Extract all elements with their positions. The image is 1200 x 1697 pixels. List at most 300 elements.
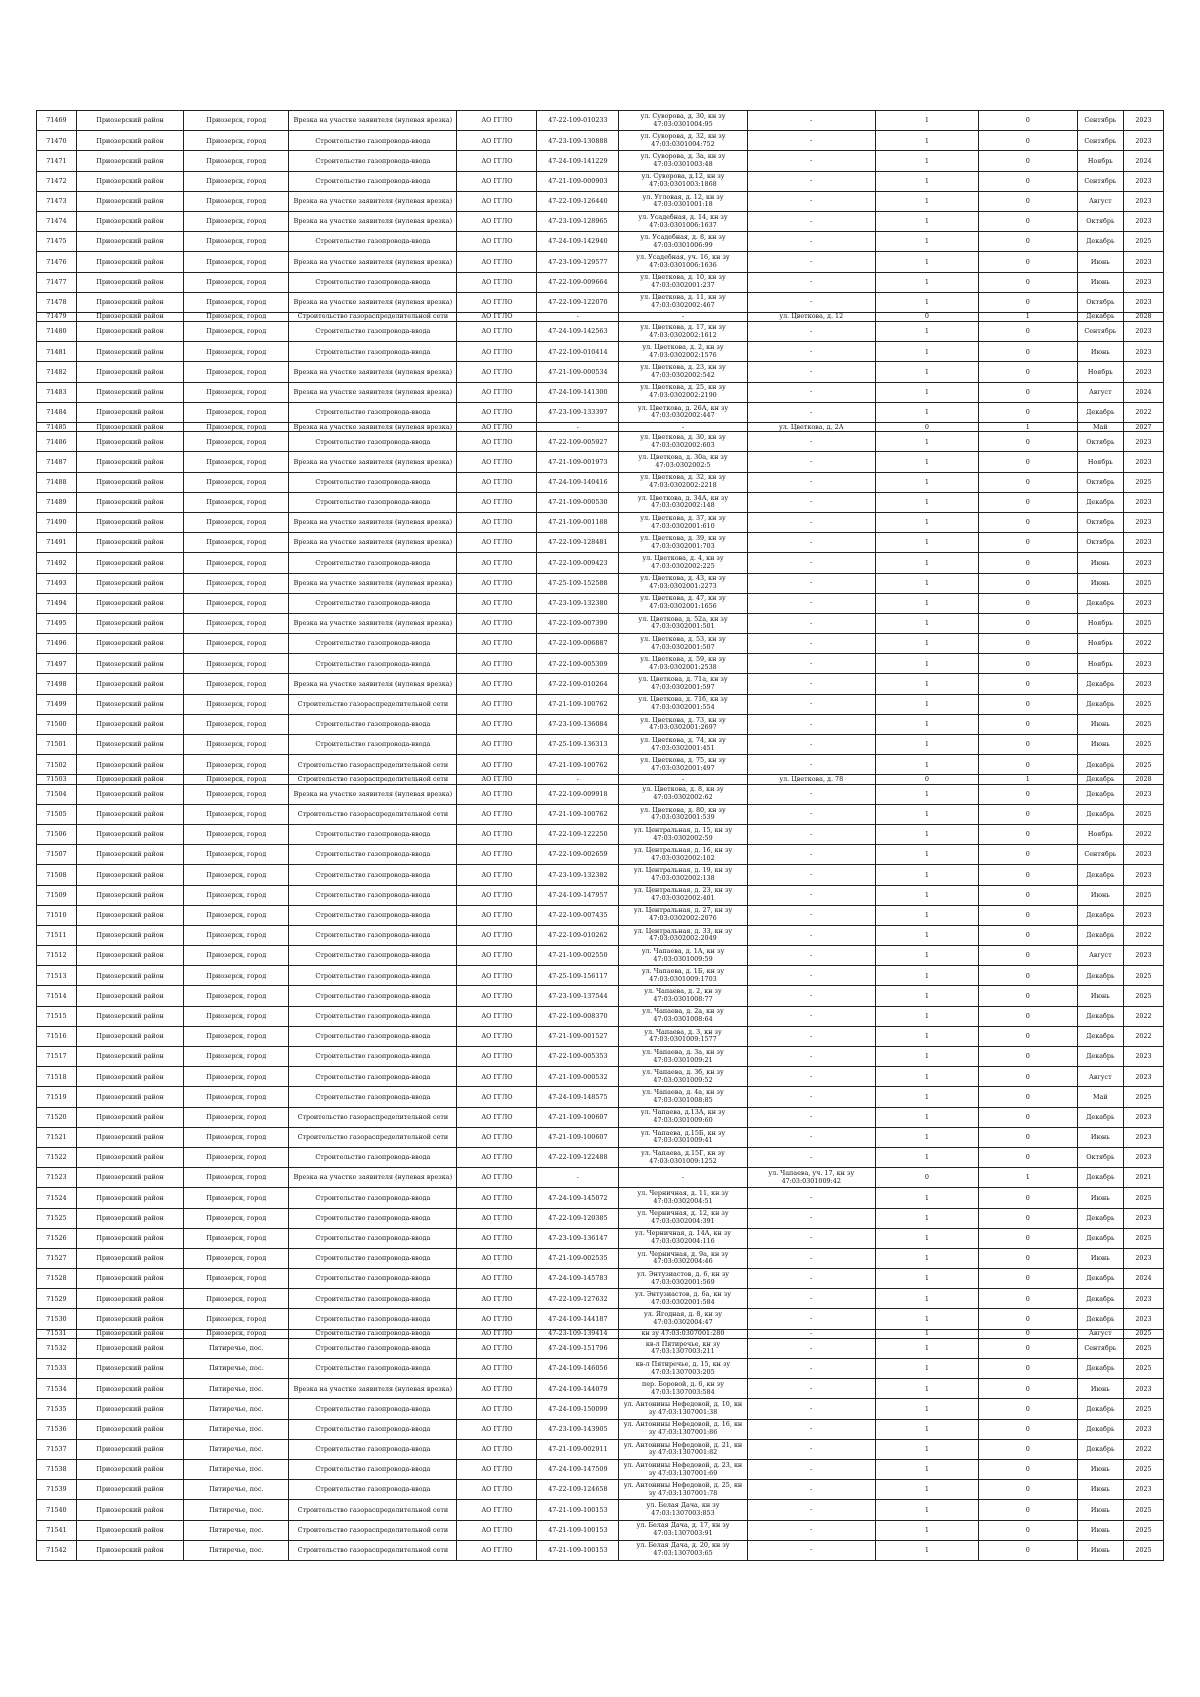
cadastral-address-cell: ул. Цветкова, д. 71б, кн зу 47:03:0302001:554: [619, 694, 747, 714]
settlement-cell: Приозерск, город: [184, 654, 289, 674]
year-cell: 2023: [1123, 111, 1163, 131]
application-number-cell: 47-23-109-136084: [537, 714, 619, 734]
year-cell: 2025: [1123, 735, 1163, 755]
settlement-cell: Пятиречье, пос.: [184, 1419, 289, 1439]
month-cell: Октябрь: [1077, 432, 1123, 452]
year-cell: 2023: [1123, 342, 1163, 362]
work-type-cell: Строительство газопровода-ввода: [289, 171, 457, 191]
district-cell: Приозерский район: [76, 382, 183, 402]
row-number: 71474: [37, 211, 77, 231]
month-cell: Декабрь: [1077, 1208, 1123, 1228]
row-number: 71470: [37, 131, 77, 151]
month-cell: Сентябрь: [1077, 131, 1123, 151]
count-a-cell: 1: [875, 382, 978, 402]
settlement-cell: Приозерск, город: [184, 905, 289, 925]
object-address-cell: -: [747, 1047, 875, 1067]
month-cell: Декабрь: [1077, 312, 1123, 321]
application-number-cell: 47-23-109-132382: [537, 865, 619, 885]
row-number: 71509: [37, 885, 77, 905]
settlement-cell: Приозерск, город: [184, 272, 289, 292]
application-number-cell: 47-23-109-133397: [537, 402, 619, 422]
cadastral-address-cell: кв-л Пятиречье, кн зу 47:03:1307003:211: [619, 1338, 747, 1358]
month-cell: Июнь: [1077, 1127, 1123, 1147]
district-cell: Приозерский район: [76, 804, 183, 824]
organization-cell: АО ГГЛО: [457, 452, 537, 472]
cadastral-address-cell: ул. Цветкова, д. 2, кн зу 47:03:0302002:1576: [619, 342, 747, 362]
district-cell: Приозерский район: [76, 512, 183, 532]
organization-cell: АО ГГЛО: [457, 292, 537, 312]
settlement-cell: Приозерск, город: [184, 211, 289, 231]
application-number-cell: 47-22-109-124658: [537, 1480, 619, 1500]
district-cell: Приозерский район: [76, 1188, 183, 1208]
organization-cell: АО ГГЛО: [457, 885, 537, 905]
work-type-cell: Врезка на участке заявителя (нулевая врезка): [289, 211, 457, 231]
settlement-cell: Пятиречье, пос.: [184, 1379, 289, 1399]
district-cell: Приозерский район: [76, 1480, 183, 1500]
work-type-cell: Врезка на участке заявителя (нулевая врезка): [289, 1379, 457, 1399]
row-number: 71537: [37, 1439, 77, 1459]
settlement-cell: Приозерск, город: [184, 1087, 289, 1107]
month-cell: Декабрь: [1077, 865, 1123, 885]
row-number: 71506: [37, 824, 77, 844]
application-number-cell: 47-25-109-136313: [537, 735, 619, 755]
table-row: [37, 845, 1164, 865]
table-row: [37, 111, 1164, 131]
organization-cell: АО ГГЛО: [457, 1067, 537, 1087]
district-cell: Приозерский район: [76, 402, 183, 422]
year-cell: 2023: [1123, 432, 1163, 452]
month-cell: Октябрь: [1077, 1147, 1123, 1167]
year-cell: 2021: [1123, 1168, 1163, 1188]
count-b-cell: 1: [978, 312, 1077, 321]
row-number: 71492: [37, 553, 77, 573]
application-number-cell: 47-22-109-006887: [537, 634, 619, 654]
work-type-cell: Строительство газопровода-ввода: [289, 1228, 457, 1248]
count-a-cell: 1: [875, 553, 978, 573]
count-b-cell: 0: [978, 986, 1077, 1006]
organization-cell: АО ГГЛО: [457, 905, 537, 925]
settlement-cell: Приозерск, город: [184, 312, 289, 321]
district-cell: Приозерский район: [76, 533, 183, 553]
year-cell: 2023: [1123, 1107, 1163, 1127]
settlement-cell: Приозерск, город: [184, 1269, 289, 1289]
count-b-cell: 0: [978, 634, 1077, 654]
settlement-cell: Приозерск, город: [184, 1168, 289, 1188]
object-address-cell: -: [747, 905, 875, 925]
row-number: 71521: [37, 1127, 77, 1147]
application-number-cell: 47-21-109-100762: [537, 804, 619, 824]
object-address-cell: -: [747, 1309, 875, 1329]
count-b-cell: 0: [978, 694, 1077, 714]
cadastral-address-cell: ул. Энтузиастов, д. 6, кн зу 47:03:0302001:569: [619, 1269, 747, 1289]
count-a-cell: 0: [875, 775, 978, 784]
application-number-cell: 47-24-109-145783: [537, 1269, 619, 1289]
cadastral-address-cell: ул. Усадебная, д. 8, кн зу 47:03:0301006:99: [619, 232, 747, 252]
count-a-cell: 1: [875, 1087, 978, 1107]
application-number-cell: 47-22-109-122488: [537, 1147, 619, 1167]
year-cell: 2023: [1123, 1067, 1163, 1087]
cadastral-address-cell: ул. Цветкова, д. 37, кн зу 47:03:0302001:610: [619, 512, 747, 532]
count-a-cell: 1: [875, 1540, 978, 1560]
settlement-cell: Приозерск, город: [184, 1329, 289, 1338]
count-b-cell: 0: [978, 1047, 1077, 1067]
settlement-cell: Приозерск, город: [184, 322, 289, 342]
count-b-cell: 0: [978, 845, 1077, 865]
count-b-cell: 0: [978, 111, 1077, 131]
application-number-cell: -: [537, 1168, 619, 1188]
count-b-cell: 0: [978, 966, 1077, 986]
count-a-cell: 1: [875, 472, 978, 492]
work-type-cell: Строительство газопровода-ввода: [289, 1026, 457, 1046]
month-cell: Октябрь: [1077, 211, 1123, 231]
row-number: 71491: [37, 533, 77, 553]
work-type-cell: Строительство газопровода-ввода: [289, 232, 457, 252]
year-cell: 2023: [1123, 512, 1163, 532]
year-cell: 2023: [1123, 322, 1163, 342]
count-a-cell: 1: [875, 714, 978, 734]
settlement-cell: Приозерск, город: [184, 1047, 289, 1067]
count-b-cell: 0: [978, 1026, 1077, 1046]
object-address-cell: -: [747, 151, 875, 171]
count-a-cell: 1: [875, 1439, 978, 1459]
row-number: 71531: [37, 1329, 77, 1338]
row-number: 71485: [37, 423, 77, 432]
application-number-cell: 47-21-109-100153: [537, 1520, 619, 1540]
object-address-cell: -: [747, 512, 875, 532]
organization-cell: АО ГГЛО: [457, 402, 537, 422]
settlement-cell: Приозерск, город: [184, 423, 289, 432]
count-b-cell: 0: [978, 885, 1077, 905]
object-address-cell: -: [747, 1540, 875, 1560]
organization-cell: АО ГГЛО: [457, 423, 537, 432]
count-b-cell: 0: [978, 191, 1077, 211]
table-row: [37, 573, 1164, 593]
district-cell: Приозерский район: [76, 1006, 183, 1026]
count-a-cell: 1: [875, 362, 978, 382]
work-type-cell: Строительство газопровода-ввода: [289, 824, 457, 844]
organization-cell: АО ГГЛО: [457, 1439, 537, 1459]
organization-cell: АО ГГЛО: [457, 111, 537, 131]
count-a-cell: 0: [875, 423, 978, 432]
cadastral-address-cell: ул. Усадебная, д. 14, кн зу 47:03:0301006:1637: [619, 211, 747, 231]
year-cell: 2025: [1123, 1338, 1163, 1358]
application-number-cell: 47-24-109-150099: [537, 1399, 619, 1419]
table-row: [37, 382, 1164, 402]
organization-cell: АО ГГЛО: [457, 472, 537, 492]
table-row: [37, 191, 1164, 211]
district-cell: Приозерский район: [76, 322, 183, 342]
object-address-cell: -: [747, 946, 875, 966]
row-number: 71488: [37, 472, 77, 492]
year-cell: 2023: [1123, 593, 1163, 613]
table-row: [37, 452, 1164, 472]
month-cell: Июнь: [1077, 1459, 1123, 1479]
district-cell: Приозерский район: [76, 925, 183, 945]
district-cell: Приозерский район: [76, 171, 183, 191]
cadastral-address-cell: ул. Цветкова, д. 8, кн зу 47:03:0302002:62: [619, 784, 747, 804]
year-cell: 2023: [1123, 1480, 1163, 1500]
application-number-cell: -: [537, 423, 619, 432]
row-number: 71493: [37, 573, 77, 593]
settlement-cell: Приозерск, город: [184, 824, 289, 844]
month-cell: Декабрь: [1077, 674, 1123, 694]
cadastral-address-cell: ул. Центральная, д. 23, кн зу 47:03:0302002:401: [619, 885, 747, 905]
settlement-cell: Приозерск, город: [184, 362, 289, 382]
application-number-cell: -: [537, 312, 619, 321]
settlement-cell: Приозерск, город: [184, 634, 289, 654]
organization-cell: АО ГГЛО: [457, 1208, 537, 1228]
count-b-cell: 0: [978, 755, 1077, 775]
table-row: [37, 735, 1164, 755]
organization-cell: АО ГГЛО: [457, 1269, 537, 1289]
gasification-table: [36, 110, 1164, 1561]
year-cell: 2023: [1123, 1127, 1163, 1147]
object-address-cell: -: [747, 845, 875, 865]
application-number-cell: 47-21-109-000532: [537, 1067, 619, 1087]
organization-cell: АО ГГЛО: [457, 512, 537, 532]
table-row: [37, 1107, 1164, 1127]
month-cell: Июнь: [1077, 573, 1123, 593]
settlement-cell: Приозерск, город: [184, 472, 289, 492]
month-cell: Декабрь: [1077, 232, 1123, 252]
year-cell: 2023: [1123, 845, 1163, 865]
row-number: 71538: [37, 1459, 77, 1479]
year-cell: 2023: [1123, 533, 1163, 553]
organization-cell: АО ГГЛО: [457, 1359, 537, 1379]
count-a-cell: 1: [875, 1269, 978, 1289]
work-type-cell: Строительство газопровода-ввода: [289, 946, 457, 966]
table-row: [37, 804, 1164, 824]
settlement-cell: Приозерск, город: [184, 966, 289, 986]
work-type-cell: Врезка на участке заявителя (нулевая врезка): [289, 362, 457, 382]
district-cell: Приозерский район: [76, 151, 183, 171]
application-number-cell: 47-23-109-139414: [537, 1329, 619, 1338]
table-row: [37, 1248, 1164, 1268]
work-type-cell: Врезка на участке заявителя (нулевая врезка): [289, 423, 457, 432]
month-cell: Ноябрь: [1077, 654, 1123, 674]
work-type-cell: Строительство газопровода-ввода: [289, 1289, 457, 1309]
organization-cell: АО ГГЛО: [457, 1188, 537, 1208]
month-cell: Август: [1077, 382, 1123, 402]
cadastral-address-cell: ул. Чапаева, д. 3, кн зу 47:03:0301009:1577: [619, 1026, 747, 1046]
year-cell: 2023: [1123, 1147, 1163, 1167]
district-cell: Приозерский район: [76, 946, 183, 966]
row-number: 71523: [37, 1168, 77, 1188]
district-cell: Приозерский район: [76, 553, 183, 573]
month-cell: Декабрь: [1077, 1006, 1123, 1026]
count-a-cell: 1: [875, 252, 978, 272]
count-b-cell: 0: [978, 1067, 1077, 1087]
work-type-cell: Врезка на участке заявителя (нулевая врезка): [289, 292, 457, 312]
cadastral-address-cell: ул. Чапаева, д.15Б, кн зу 47:03:0301009:41: [619, 1127, 747, 1147]
table-row: [37, 694, 1164, 714]
count-b-cell: 0: [978, 252, 1077, 272]
settlement-cell: Приозерск, город: [184, 925, 289, 945]
settlement-cell: Пятиречье, пос.: [184, 1338, 289, 1358]
district-cell: Приозерский район: [76, 1439, 183, 1459]
row-number: 71508: [37, 865, 77, 885]
row-number: 71516: [37, 1026, 77, 1046]
count-a-cell: 1: [875, 1309, 978, 1329]
object-address-cell: -: [747, 1248, 875, 1268]
month-cell: Июнь: [1077, 272, 1123, 292]
district-cell: Приозерский район: [76, 423, 183, 432]
count-a-cell: 1: [875, 211, 978, 231]
cadastral-address-cell: ул. Цветкова, д. 17, кн зу 47:03:0302002:1612: [619, 322, 747, 342]
district-cell: Приозерский район: [76, 492, 183, 512]
settlement-cell: Приозерск, город: [184, 946, 289, 966]
application-number-cell: 47-22-109-010262: [537, 925, 619, 945]
row-number: 71495: [37, 613, 77, 633]
object-address-cell: -: [747, 1188, 875, 1208]
application-number-cell: 47-23-109-136147: [537, 1228, 619, 1248]
settlement-cell: Пятиречье, пос.: [184, 1480, 289, 1500]
year-cell: 2022: [1123, 1439, 1163, 1459]
cadastral-address-cell: ул. Угловая, д. 12, кн зу 47:03:0301001:18: [619, 191, 747, 211]
object-address-cell: -: [747, 452, 875, 472]
row-number: 71501: [37, 735, 77, 755]
cadastral-address-cell: ул. Черничная, д. 12, кн зу 47:03:0302004:391: [619, 1208, 747, 1228]
count-b-cell: 0: [978, 232, 1077, 252]
cadastral-address-cell: ул. Белая Дача, кн зу 47:03:1307003:853: [619, 1500, 747, 1520]
year-cell: 2025: [1123, 1459, 1163, 1479]
year-cell: 2022: [1123, 1026, 1163, 1046]
table-row: [37, 402, 1164, 422]
work-type-cell: Врезка на участке заявителя (нулевая врезка): [289, 533, 457, 553]
count-b-cell: 0: [978, 322, 1077, 342]
work-type-cell: Строительство газопровода-ввода: [289, 714, 457, 734]
cadastral-address-cell: ул. Чапаева, д.13А, кн зу 47:03:0301009:60: [619, 1107, 747, 1127]
settlement-cell: Приозерск, город: [184, 1026, 289, 1046]
object-address-cell: -: [747, 472, 875, 492]
month-cell: Декабрь: [1077, 966, 1123, 986]
organization-cell: АО ГГЛО: [457, 322, 537, 342]
settlement-cell: Приозерск, город: [184, 714, 289, 734]
month-cell: Декабрь: [1077, 593, 1123, 613]
month-cell: Сентябрь: [1077, 322, 1123, 342]
application-number-cell: 47-22-109-122250: [537, 824, 619, 844]
month-cell: Декабрь: [1077, 492, 1123, 512]
object-address-cell: -: [747, 1269, 875, 1289]
count-b-cell: 0: [978, 865, 1077, 885]
organization-cell: АО ГГЛО: [457, 1248, 537, 1268]
table-body: [37, 111, 1164, 1561]
object-address-cell: -: [747, 824, 875, 844]
count-a-cell: 1: [875, 1208, 978, 1228]
cadastral-address-cell: ул. Цветкова, д. 39, кн зу 47:03:0302001:703: [619, 533, 747, 553]
count-a-cell: 1: [875, 613, 978, 633]
table-row: [37, 1329, 1164, 1338]
object-address-cell: -: [747, 674, 875, 694]
cadastral-address-cell: ул. Цветкова, д. 52а, кн зу 47:03:0302001:501: [619, 613, 747, 633]
district-cell: Приозерский район: [76, 472, 183, 492]
district-cell: Приозерский район: [76, 252, 183, 272]
year-cell: 2023: [1123, 946, 1163, 966]
month-cell: Ноябрь: [1077, 824, 1123, 844]
year-cell: 2025: [1123, 714, 1163, 734]
row-number: 71475: [37, 232, 77, 252]
district-cell: Приозерский район: [76, 986, 183, 1006]
settlement-cell: Приозерск, город: [184, 1309, 289, 1329]
table-row: [37, 512, 1164, 532]
work-type-cell: Врезка на участке заявителя (нулевая врезка): [289, 1168, 457, 1188]
row-number: 71534: [37, 1379, 77, 1399]
object-address-cell: -: [747, 694, 875, 714]
cadastral-address-cell: ул. Цветкова, д. 4, кн зу 47:03:0302002:225: [619, 553, 747, 573]
month-cell: Ноябрь: [1077, 613, 1123, 633]
object-address-cell: ул. Цветкова, д. 2А: [747, 423, 875, 432]
count-b-cell: 0: [978, 1087, 1077, 1107]
object-address-cell: -: [747, 322, 875, 342]
count-b-cell: 0: [978, 1338, 1077, 1358]
count-b-cell: 0: [978, 272, 1077, 292]
cadastral-address-cell: ул. Чапаева, д. 1А, кн зу 47:03:0301009:59: [619, 946, 747, 966]
year-cell: 2025: [1123, 1329, 1163, 1338]
district-cell: Приозерский район: [76, 1127, 183, 1147]
count-a-cell: 1: [875, 986, 978, 1006]
application-number-cell: 47-24-109-147957: [537, 885, 619, 905]
cadastral-address-cell: ул. Цветкова, д. 73, кн зу 47:03:0302001:2697: [619, 714, 747, 734]
settlement-cell: Приозерск, город: [184, 111, 289, 131]
settlement-cell: Приозерск, город: [184, 131, 289, 151]
application-number-cell: 47-21-109-000530: [537, 492, 619, 512]
year-cell: 2025: [1123, 1359, 1163, 1379]
count-a-cell: 1: [875, 845, 978, 865]
application-number-cell: 47-23-109-143905: [537, 1419, 619, 1439]
count-b-cell: 0: [978, 171, 1077, 191]
district-cell: Приозерский район: [76, 1269, 183, 1289]
application-number-cell: 47-22-109-127632: [537, 1289, 619, 1309]
count-a-cell: 1: [875, 925, 978, 945]
cadastral-address-cell: ул. Усадебная, уч. 16, кн зу 47:03:0301006:1636: [619, 252, 747, 272]
cadastral-address-cell: ул. Цветкова, д. 53, кн зу 47:03:0302001:507: [619, 634, 747, 654]
organization-cell: АО ГГЛО: [457, 694, 537, 714]
work-type-cell: Строительство газопровода-ввода: [289, 885, 457, 905]
cadastral-address-cell: ул. Антонины Нефедовой, д. 25, кн зу 47:03:1307001:78: [619, 1480, 747, 1500]
row-number: 71529: [37, 1289, 77, 1309]
work-type-cell: Врезка на участке заявителя (нулевая врезка): [289, 252, 457, 272]
month-cell: Декабрь: [1077, 1419, 1123, 1439]
month-cell: Сентябрь: [1077, 111, 1123, 131]
table-row: [37, 1087, 1164, 1107]
count-a-cell: 1: [875, 634, 978, 654]
count-b-cell: 0: [978, 946, 1077, 966]
cadastral-address-cell: ул. Ягодная, д. 8, кн зу 47:03:0302004:47: [619, 1309, 747, 1329]
settlement-cell: Пятиречье, пос.: [184, 1500, 289, 1520]
work-type-cell: Строительство газопровода-ввода: [289, 1047, 457, 1067]
month-cell: Декабрь: [1077, 694, 1123, 714]
count-a-cell: 1: [875, 905, 978, 925]
application-number-cell: 47-21-109-100762: [537, 694, 619, 714]
organization-cell: АО ГГЛО: [457, 593, 537, 613]
organization-cell: АО ГГЛО: [457, 966, 537, 986]
count-a-cell: 1: [875, 1359, 978, 1379]
table-row: [37, 634, 1164, 654]
district-cell: Приозерский район: [76, 1338, 183, 1358]
cadastral-address-cell: ул. Цветкова, д. 23, кн зу 47:03:0302002:542: [619, 362, 747, 382]
application-number-cell: 47-21-109-002911: [537, 1439, 619, 1459]
application-number-cell: 47-24-109-151796: [537, 1338, 619, 1358]
application-number-cell: 47-23-109-137544: [537, 986, 619, 1006]
work-type-cell: Строительство газопровода-ввода: [289, 492, 457, 512]
row-number: 71496: [37, 634, 77, 654]
organization-cell: АО ГГЛО: [457, 492, 537, 512]
month-cell: Июнь: [1077, 1520, 1123, 1540]
count-a-cell: 1: [875, 1248, 978, 1268]
table-row: [37, 1359, 1164, 1379]
month-cell: Декабрь: [1077, 804, 1123, 824]
settlement-cell: Приозерск, город: [184, 533, 289, 553]
